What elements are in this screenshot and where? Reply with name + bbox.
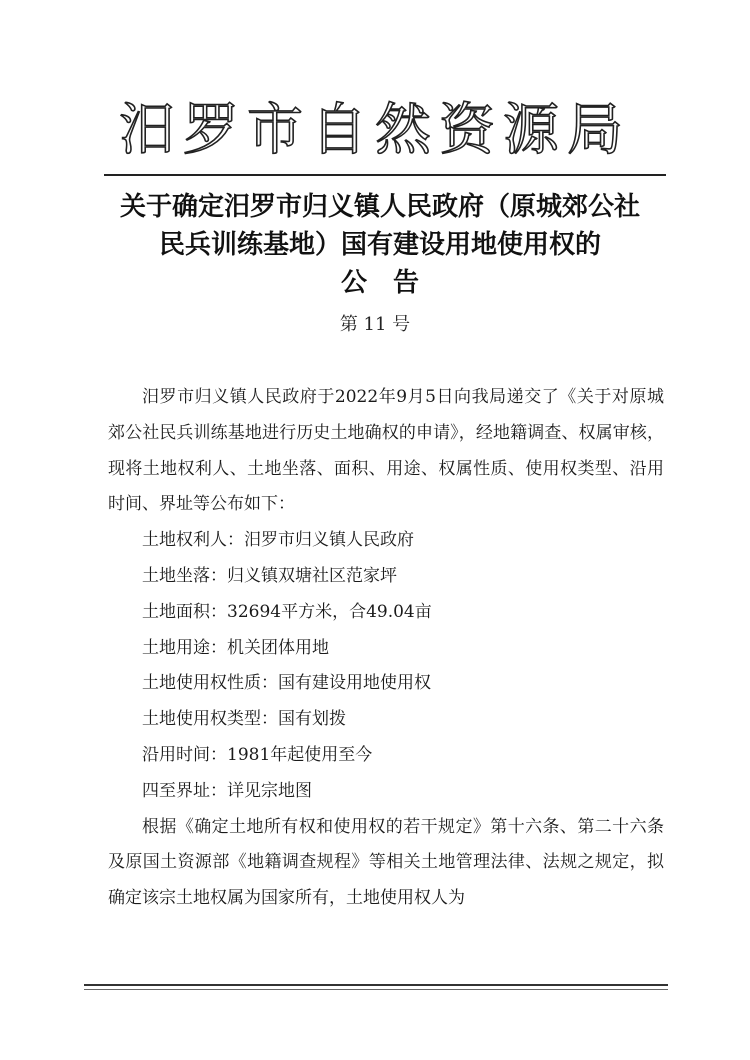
document-number: 第 11 号 [339,314,411,335]
field-label: 土地面积： [142,601,227,622]
document-body [108,380,664,917]
field-value: 国有划拨 [278,709,346,730]
field-label: 土地坐落： [142,565,227,586]
field-value: 1981年起使用至今 [227,744,373,765]
field-value: 详见宗地图 [227,780,312,801]
field-right-type [108,702,664,738]
field-right-nature [108,666,664,702]
issuer-masthead: 汨罗市自然资源局 [119,98,631,163]
field-value: 32694平方米，合49.04亩 [227,601,432,622]
document-title [90,188,670,302]
field-label: 沿用时间： [142,744,227,765]
field-label: 土地使用权类型： [142,709,278,730]
field-usage [108,631,664,667]
field-label: 土地权利人： [142,530,244,551]
field-area [108,595,664,631]
title-line-2: 民兵训练基地）国有建设用地使用权的 [158,230,601,260]
field-rights-holder [108,523,664,559]
field-boundaries [108,774,664,810]
intro-paragraph: 汨罗市归义镇人民政府于2022年9月5日向我局递交了《关于对原城郊公社民兵训练基地进行历史土地确权的申请》，经地籍调查、权属审核，现将土地权利人、土地坐落、面积、用途、权属性质、使用权类型、沿用时间、界址等公布如下： [108,387,664,515]
field-value: 归义镇双塘社区范家坪 [227,565,397,586]
field-label: 土地使用权性质： [142,673,278,694]
field-value: 机关团体用地 [227,637,329,658]
masthead-divider [104,174,666,176]
field-value: 汨罗市归义镇人民政府 [244,530,414,551]
footer-rule-thick [84,984,668,986]
title-line-1: 关于确定汨罗市归义镇人民政府（原城郊公社 [119,192,640,222]
footer-rule-thin [84,989,668,990]
field-value: 国有建设用地使用权 [278,673,431,694]
closing-paragraph: 根据《确定土地所有权和使用权的若干规定》第十六条、第二十六条及原国土资源部《地籍调查规程》等相关土地管理法律、法规之规定，拟确定该宗土地权属为国家所有，土地使用权人为 [108,816,664,909]
field-location [108,559,664,595]
field-label: 四至界址： [142,780,227,801]
field-usage-period [108,738,664,774]
field-label: 土地用途： [142,637,227,658]
title-line-3: 公告 [340,268,445,298]
